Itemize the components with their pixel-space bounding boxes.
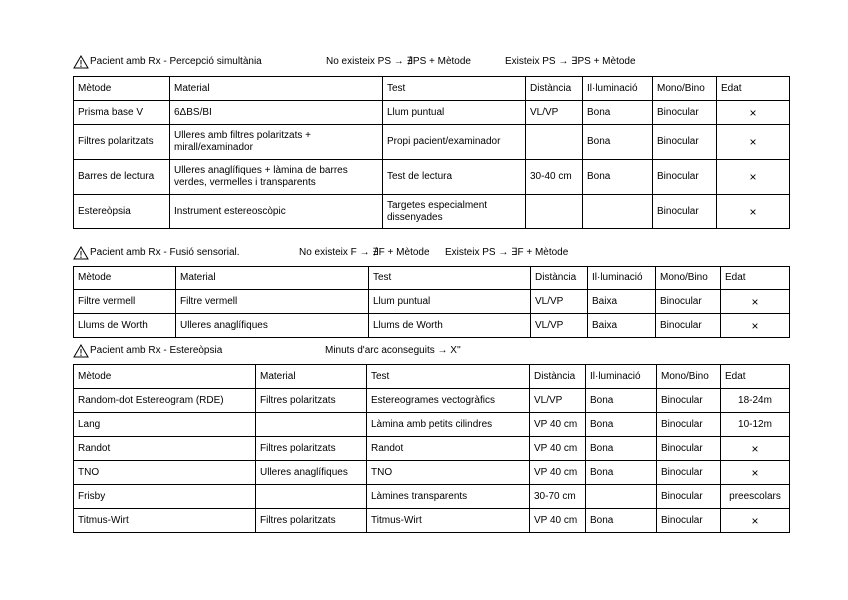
header-cell: Mono/Bino	[657, 365, 721, 389]
table-cell: Ulleres anaglífiques + làmina de barres verdes, vermelles i transparents	[170, 160, 383, 195]
table-cell: Filtres polaritzats	[256, 509, 367, 533]
table-cell: Titmus-Wirt	[367, 509, 530, 533]
table-cell: Binocular	[657, 461, 721, 485]
not-applicable-mark: ×	[717, 195, 790, 229]
table-cell: Ulleres anaglífiques	[176, 314, 369, 338]
table-cell: Filtre vermell	[176, 290, 369, 314]
header-cell: Il·luminació	[586, 365, 657, 389]
table-row	[74, 389, 790, 413]
header-cell: Material	[170, 77, 383, 101]
table-cell: Bona	[583, 160, 653, 195]
table-row	[74, 485, 790, 509]
table-cell: Frisby	[74, 485, 256, 509]
table-cell: Bona	[586, 389, 657, 413]
table-cell: Bona	[583, 125, 653, 160]
header-cell: Il·luminació	[588, 267, 656, 290]
table-cell	[526, 125, 583, 160]
table-cell: 10-12m	[721, 413, 790, 437]
warning-icon	[73, 344, 89, 358]
table-cell: Lang	[74, 413, 256, 437]
table-cell: Binocular	[653, 195, 717, 229]
table-cell: Binocular	[657, 389, 721, 413]
table-row	[74, 125, 790, 160]
header-cell: Material	[176, 267, 369, 290]
table-cell: Binocular	[657, 413, 721, 437]
table-cell: Baixa	[588, 314, 656, 338]
table-cell: Llums de Worth	[74, 314, 176, 338]
not-applicable-mark: ×	[717, 160, 790, 195]
table-cell: Filtres polaritzats	[74, 125, 170, 160]
table-cell: Binocular	[657, 509, 721, 533]
table-cell: Bona	[583, 101, 653, 125]
table-cell: preescolars	[721, 485, 790, 509]
table-cell: Propi pacient/examinador	[383, 125, 526, 160]
table-cell: 6ΔBS/BI	[170, 101, 383, 125]
table-cell: Làmines transparents	[367, 485, 530, 509]
not-applicable-mark: ×	[717, 101, 790, 125]
table-cell	[526, 195, 583, 229]
header-cell: Distància	[526, 77, 583, 101]
header-cell: Il·luminació	[583, 77, 653, 101]
table-cell: VL/VP	[530, 389, 586, 413]
table-cell: VL/VP	[526, 101, 583, 125]
table-row	[74, 437, 790, 461]
table-row	[74, 290, 790, 314]
table-cell: Filtres polaritzats	[256, 389, 367, 413]
table-cell: Ulleres amb filtres polaritzats + mirall/examinador	[170, 125, 383, 160]
table-cell	[583, 195, 653, 229]
table-cell	[256, 413, 367, 437]
table-cell: TNO	[74, 461, 256, 485]
table-cell: Binocular	[653, 125, 717, 160]
table-cell: Prisma base V	[74, 101, 170, 125]
table-cell: Filtres polaritzats	[256, 437, 367, 461]
table-cell: VL/VP	[531, 290, 588, 314]
table-cell: Binocular	[653, 160, 717, 195]
table-cell: Titmus-Wirt	[74, 509, 256, 533]
table-cell: Binocular	[657, 485, 721, 509]
table-cell: Estereòpsia	[74, 195, 170, 229]
header-cell: Mètode	[74, 365, 256, 389]
not-applicable-mark: ×	[721, 461, 790, 485]
table-cell: Bona	[586, 413, 657, 437]
table-cell: Llum puntual	[369, 290, 531, 314]
table-cell: TNO	[367, 461, 530, 485]
table-header-row	[74, 77, 790, 101]
not-applicable-mark: ×	[721, 314, 790, 338]
table-cell: Randot	[74, 437, 256, 461]
table-cell: Bona	[586, 437, 657, 461]
table-cell: VP 40 cm	[530, 461, 586, 485]
section2-table	[73, 266, 790, 338]
table-cell: Llum puntual	[383, 101, 526, 125]
header-cell: Test	[369, 267, 531, 290]
section1-condition-2: Existeix PS → ∃PS + Mètode	[505, 56, 636, 67]
table-cell: Llums de Worth	[369, 314, 531, 338]
header-cell: Mètode	[74, 77, 170, 101]
table-header-row	[74, 365, 790, 389]
table-cell: VP 40 cm	[530, 509, 586, 533]
table-row	[74, 160, 790, 195]
table-row	[74, 195, 790, 229]
table-cell: Random-dot Estereogram (RDE)	[74, 389, 256, 413]
table-cell: Binocular	[656, 314, 721, 338]
header-cell: Mètode	[74, 267, 176, 290]
section3-title: Pacient amb Rx - Estereòpsia	[90, 345, 223, 356]
table-cell: Test de lectura	[383, 160, 526, 195]
section3-condition-1: Minuts d'arc aconseguits → X''	[325, 345, 461, 356]
table-cell: Randot	[367, 437, 530, 461]
table-cell: VL/VP	[531, 314, 588, 338]
section2-condition-2: Existeix PS → ∃F + Mètode	[445, 247, 569, 258]
table-cell: Bona	[586, 461, 657, 485]
table-header-row	[74, 267, 790, 290]
header-cell: Distància	[531, 267, 588, 290]
table-cell: 30-70 cm	[530, 485, 586, 509]
section2-condition-1: No existeix F → ∄F + Mètode	[299, 247, 430, 258]
table-cell: Ulleres anaglífiques	[256, 461, 367, 485]
header-cell: Mono/Bino	[656, 267, 721, 290]
table-cell: Binocular	[657, 437, 721, 461]
table-cell: Estereogrames vectogràfics	[367, 389, 530, 413]
not-applicable-mark: ×	[721, 290, 790, 314]
table-cell: 30-40 cm	[526, 160, 583, 195]
header-cell: Edat	[721, 365, 790, 389]
header-cell: Edat	[721, 267, 790, 290]
table-cell: Targetes especialment dissenyades	[383, 195, 526, 229]
not-applicable-mark: ×	[717, 125, 790, 160]
table-cell	[256, 485, 367, 509]
table-cell: Binocular	[653, 101, 717, 125]
warning-icon	[73, 246, 89, 260]
table-cell: Instrument estereoscòpic	[170, 195, 383, 229]
table-cell: Bona	[586, 509, 657, 533]
table-row	[74, 101, 790, 125]
table-row	[74, 461, 790, 485]
not-applicable-mark: ×	[721, 437, 790, 461]
header-cell: Material	[256, 365, 367, 389]
table-row	[74, 413, 790, 437]
header-cell: Distància	[530, 365, 586, 389]
table-cell: Baixa	[588, 290, 656, 314]
section2-title: Pacient amb Rx - Fusió sensorial.	[90, 247, 240, 258]
section1-title: Pacient amb Rx - Percepció simultània	[90, 56, 262, 67]
header-cell: Mono/Bino	[653, 77, 717, 101]
section1-condition-1: No existeix PS → ∄PS + Mètode	[326, 56, 471, 67]
header-cell: Edat	[717, 77, 790, 101]
table-cell: Barres de lectura	[74, 160, 170, 195]
table-cell: Binocular	[656, 290, 721, 314]
section1-table	[73, 76, 790, 229]
header-cell: Test	[367, 365, 530, 389]
table-cell: VP 40 cm	[530, 413, 586, 437]
warning-icon	[73, 55, 89, 69]
table-row	[74, 314, 790, 338]
not-applicable-mark: ×	[721, 509, 790, 533]
table-cell: 18-24m	[721, 389, 790, 413]
table-row	[74, 509, 790, 533]
table-cell: VP 40 cm	[530, 437, 586, 461]
table-cell: Làmina amb petits cilindres	[367, 413, 530, 437]
header-cell: Test	[383, 77, 526, 101]
table-cell: Filtre vermell	[74, 290, 176, 314]
table-cell	[586, 485, 657, 509]
section3-table	[73, 364, 790, 533]
